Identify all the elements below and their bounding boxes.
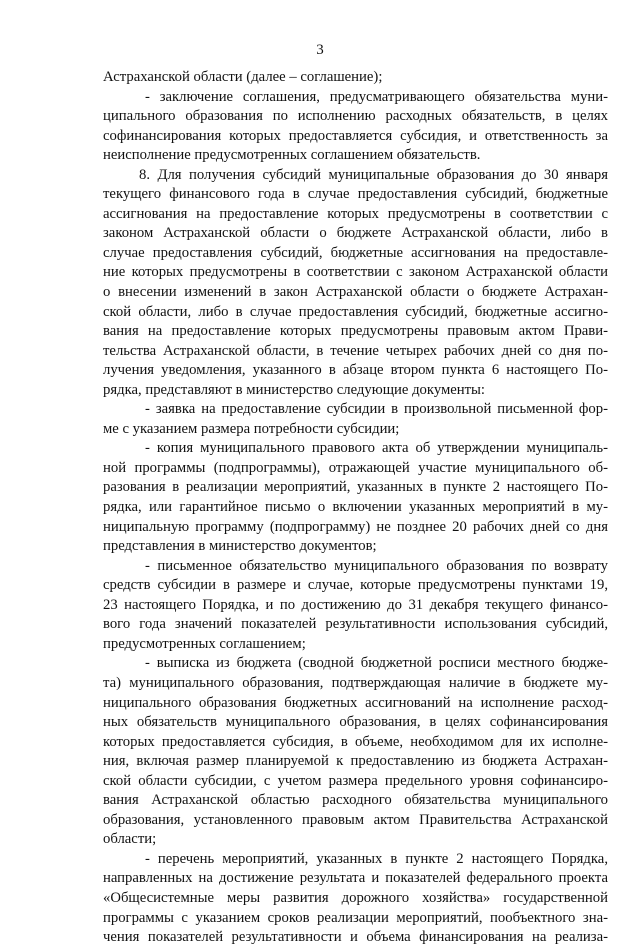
text-line: ниципального образования бюджетных ассигнований на исполнение расход- — [103, 694, 608, 711]
text-line: вания на предоставление которых предусмотрены правовым актом Прави- — [103, 323, 608, 340]
text-line: ской области субсидии, с учетом размера предельного уровня софинансиро- — [103, 772, 608, 789]
text-line: ной программы (подпрограммы), отражающей участие муниципального об- — [103, 459, 608, 476]
text-line: - перечень мероприятий, указанных в пункте 2 настоящего Порядка, — [145, 850, 608, 867]
text-line: - выписка из бюджета (сводной бюджетной росписи местного бюдже- — [145, 655, 608, 672]
text-line: направленных на достижение результата и показателей федерального проекта — [103, 870, 608, 887]
text-line: рядка, или гарантийное письмо о включении указанных мероприятий в му- — [103, 499, 608, 516]
text-line: чения показателей результативности и объема финансирования на реализа- — [103, 929, 608, 946]
document-body — [103, 68, 608, 948]
text-line: предусмотренных соглашением; — [103, 635, 306, 652]
text-line: - заключение соглашения, предусматривающего обязательства муни- — [145, 88, 608, 105]
text-line: лучения уведомления, указанного в абзаце втором пункта 6 настоящего По- — [103, 362, 608, 379]
text-line: о внесении изменений в закон Астраханской области о бюджете Астрахан- — [103, 284, 608, 301]
text-line: 23 настоящего Порядка, и по достижению до 31 декабря текущего финансо- — [103, 596, 608, 613]
text-line: ской области, либо в случае предоставления субсидий, бюджетные ассигно- — [103, 303, 608, 320]
text-line: рядка, представляют в министерство следующие документы: — [103, 381, 486, 398]
text-line: ниципальную программу (подпрограмму) не позднее 20 рабочих дней со дня — [103, 518, 608, 535]
text-line: средств субсидии в размере и случае, которые предусмотрены пунктами 19, — [103, 577, 608, 594]
text-line: та) муниципального образования, подтверждающая наличие в бюджете му- — [103, 674, 608, 691]
text-line: которых предоставляется субсидия, в объеме, необходимом для их исполне- — [103, 733, 608, 750]
text-line: - копия муниципального правового акта об утверждении муниципаль- — [145, 440, 608, 457]
text-line: текущего финансового года в случае предоставления субсидий, бюджетные — [103, 186, 608, 203]
text-line: тельства Астраханской области, в течение четырех рабочих дней со дня по- — [103, 342, 608, 359]
text-line: ципального образования по исполнению расходных обязательств, в целях — [103, 108, 608, 125]
text-line: 8. Для получения субсидий муниципальные образования до 30 января — [139, 166, 608, 183]
text-line: образования, установленного правовым актом Правительства Астраханской — [103, 811, 608, 828]
text-line: - заявка на предоставление субсидии в произвольной письменной фор- — [145, 401, 608, 418]
text-line: софинансирования которых предоставляется субсидия, и ответственность за — [103, 127, 608, 144]
text-line: вого года значений показателей результативности использования субсидий, — [103, 616, 608, 633]
text-line: «Общесистемные меры развития дорожного хозяйства» государственной — [103, 889, 608, 906]
text-line: - письменное обязательство муниципального образования по возврату — [145, 557, 608, 574]
text-line: программы с указанием сроков реализации мероприятий, пообъектного зна- — [103, 909, 608, 926]
text-line: области; — [103, 831, 157, 848]
text-line: разования в реализации мероприятий, указанных в пункте 2 настоящего По- — [103, 479, 608, 496]
text-line: представления в министерство документов; — [103, 538, 377, 555]
text-line: ных обязательств муниципального образования, в целях софинансирования — [103, 714, 608, 731]
text-line: ния, включая размер планируемой к предоставлению из бюджета Астрахан- — [103, 753, 608, 770]
text-line: Астраханской области (далее – соглашение); — [103, 69, 383, 85]
text-line: случае предоставления субсидий, бюджетные ассигнования на предоставле- — [103, 244, 608, 261]
text-line: ме с указанием размера потребности субсидии; — [103, 420, 400, 437]
text-line: неисполнение предусмотренных соглашением обязательств. — [103, 147, 481, 164]
text-line: ние которых предусмотрены в соответствии с законом Астраханской области — [103, 264, 608, 281]
text-line: ассигнования на предоставление которых предусмотрены в соответствии с — [103, 205, 608, 222]
text-line: законом Астраханской области о бюджете Астраханской области, либо в — [103, 225, 608, 242]
text-line: вания Астраханской областью расходного обязательства муниципального — [103, 792, 608, 809]
page-number: 3 — [316, 42, 324, 58]
